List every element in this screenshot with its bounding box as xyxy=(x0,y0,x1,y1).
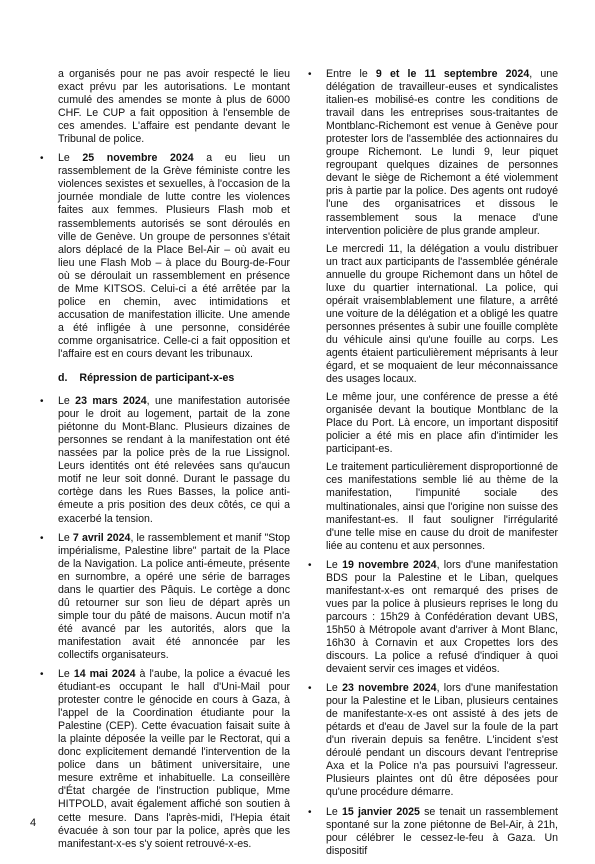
list-item xyxy=(306,682,558,799)
list-item xyxy=(306,68,558,553)
item-paragraph: Le 19 novembre 2024, lors d'une manifestation BDS pour la Palestine et le Liban, quelques manifestant-x-es ont remarqué des prises de vues par la police à plusieurs reprises le long du parcours : 15h29 à Confédération devant UBS, 15h50 à Métropole avant d'arriver à Mont Blanc, 16h30 à Cornavin et aux Cropettes lors des discours. La police a refusé d'indiquer à quoi devaient servir ces images et vidéos. xyxy=(326,558,558,676)
bullet-icon: • xyxy=(40,153,44,165)
item-paragraph: Le mercredi 11, la délégation a voulu distribuer un tract aux participants de l'assemblée générale annuelle du groupe Richemont dans un hôtel de luxe du quartier international. La police, qui opérait vraisemblablement une filature, a arrêté une voiture de la délégation et a obligé les quatre personnes présentes à subir une fouille complète du véhicule ainsi qu'une fouille au corps. Les agents étaient particulièrement méprisants à leur égard, et se moquaient de leur méconnaissance des usages locaux. xyxy=(326,242,558,386)
continuation-paragraph: a organisés pour ne pas avoir respecté le lieu exact prévu par les autorisations. Le montant cumulé des amendes se monte à plus de 6000 CHF. Le CUP a fait opposition à l'ensemble de ces amendes. L'affaire est pendante devant le Tribunal de police. xyxy=(58,68,290,146)
bullet-icon: • xyxy=(40,396,44,408)
bullet-list-top xyxy=(38,152,290,361)
item-date: 25 novembre 2024 xyxy=(82,152,194,165)
item-date: 9 et le 11 septembre 2024 xyxy=(375,68,530,80)
item-date: 7 avril 2024 xyxy=(72,531,131,544)
list-item xyxy=(38,395,290,525)
item-date: 19 novembre 2024 xyxy=(342,558,437,571)
item-date: 23 novembre 2024 xyxy=(342,682,437,695)
list-item xyxy=(38,668,290,851)
bullet-icon: • xyxy=(308,559,312,571)
bullet-icon: • xyxy=(40,669,44,681)
page-number: 4 xyxy=(30,817,37,829)
item-paragraph: Le même jour, une conférence de presse a été organisée devant la boutique Montblanc de la Place du Port. Là encore, un important dispositif policier a été mis en place afin d'intimider les participant-es. xyxy=(326,391,558,456)
item-paragraph: Le 7 avril 2024, le rassemblement et manif "Stop impérialisme, Palestine libre" partait de la Place de la Navigation. La police anti-émeute, présente en surnombre, a opéré une série de barrages dans le quartier des Pâquis. Le cortège a donc dû retourner sur son lieu de départ après un simple tour du pâté de maisons. Aucun motif n'a été avancé par les autorités, alors que la manifestation avait été annoncée par les collectifs organisateurs. xyxy=(58,531,290,661)
item-date: 14 mai 2024 xyxy=(73,668,136,681)
bullet-icon: • xyxy=(308,69,312,80)
bullet-list-right xyxy=(306,68,558,858)
item-paragraph: Entre le 9 et le 11 septembre 2024, une délégation de travailleur-euses et syndicalistes italien-es mobilisé-es contre les conditions de travail dans les entreprises sous-traitantes de Montblanc-Richemont est venue à Genève pour protester lors de l'assemblée des actionnaires du groupe Richemont. Le lundi 9, leur piquet regroupant quelques dizaines de personnes devant le siège de Richemont a été violemment pris à partie par la police. Des agents ont rudoyé l'une des organisatrices et dissous le rassemblement sous la menace d'une intervention policière de plus grande ampleur. xyxy=(326,68,559,237)
item-paragraph: Le 23 mars 2024, une manifestation autorisée pour le droit au logement, partait de la zone piétonne du Mont-Blanc. Plusieurs dizaines de personnes se rendant à la manifestation ont été nassées par la police près de la rue Lissignol. Leurs identités ont été relevées sans qu'aucun motif ne leur soit donné. Durant le passage du cortège dans les Rues Basses, la police anti-émeute a pris position des deux côtés, ce qui a exacerbé la tension. xyxy=(58,395,290,525)
right-column xyxy=(306,68,558,864)
bullet-icon: • xyxy=(40,532,44,544)
bullet-icon: • xyxy=(308,806,312,818)
item-date: 23 mars 2024 xyxy=(75,395,147,408)
list-item xyxy=(306,806,558,858)
item-date: 15 janvier 2025 xyxy=(341,805,420,818)
bullet-icon: • xyxy=(308,683,312,695)
section-heading: d. Répression de participant-x-es xyxy=(58,372,235,385)
list-item xyxy=(38,532,290,662)
item-paragraph: Le 14 mai 2024 à l'aube, la police a évacué les étudiant-es occupant le hall d'Uni-Mail pour protester contre le génocide en cours à Gaza, à l'appel de la Coordination étudiante pour la Palestine (CEP). Cette évacuation faisait suite à la plainte déposée la veille par le Rectorat, qui a donc explicitement demandé l'intervention de la police dans un bâtiment universitaire, une mesure extrême et inhabituelle. La conseillère d'État chargée de l'instruction publique, Mme HITPOLD, avait également affiché son soutien à cette mesure. Dans l'après-midi, l'Hepia était évacuée à son tour par la police, après que les manifestant-x-es s'y soient retrouvé-x-es. xyxy=(58,668,291,850)
item-paragraph: Le 23 novembre 2024, lors d'une manifestation pour la Palestine et le Liban, plusieurs centaines de manifestante-x-es ont assisté à des jets de pétards et d'eau de Javel sur la foule de la part d'un riverain depuis sa fenêtre. L'incident s'est déroulé pendant un discours devant l'entreprise Axa et la Police n'a pas poursuivi l'agresseur. Plusieurs plaintes ont dû être déposées pour qu'une procédure démarre. xyxy=(326,682,558,799)
left-column xyxy=(38,68,290,857)
item-paragraph: Le traitement particulièrement disproportionné de ces manifestations semble lié au thème de la manifestation, l'impunité sociale des multinationales, ainsi que l'origine non suisse des manifestant-es. Il faut souligner l'irrégularité d'une telle mise en cause du droit de manifester liée au contenu et aux personnes. xyxy=(326,461,558,552)
item-paragraph: Le 25 novembre 2024 a eu lieu un rassemblement de la Grève féministe contre les violences sexistes et sexuelles, à l'occasion de la journée mondiale de lutte contre les violences faites aux femmes. Plusieurs Flash mob et rassemblements autorisés se sont déroulés en ville de Genève. Un groupe de personnes s'était alors déplacé de la Place Bel-Air – où avait eu lieu une Flash Mob – à place du Bourg-de-Four où se déroulait un rassemblement en présence de Mme KITSOS. Celui-ci a été arrêtée par la police en chemin, avec intimidations et accusation de manifestation illicite. Une amende a été infligée à une personne, considérée comme organisatrice. Celle-ci a fait opposition et l'affaire est en cours devant les tribunaux. xyxy=(58,152,290,360)
item-paragraph: Le 15 janvier 2025 se tenait un rassemblement spontané sur la zone piétonne de Bel-Air, à 21h, pour célébrer le cessez-le-feu à Gaza. Un dispositif xyxy=(326,805,558,857)
list-item xyxy=(306,559,558,676)
bullet-list-repression xyxy=(38,395,290,851)
list-item xyxy=(38,152,290,361)
